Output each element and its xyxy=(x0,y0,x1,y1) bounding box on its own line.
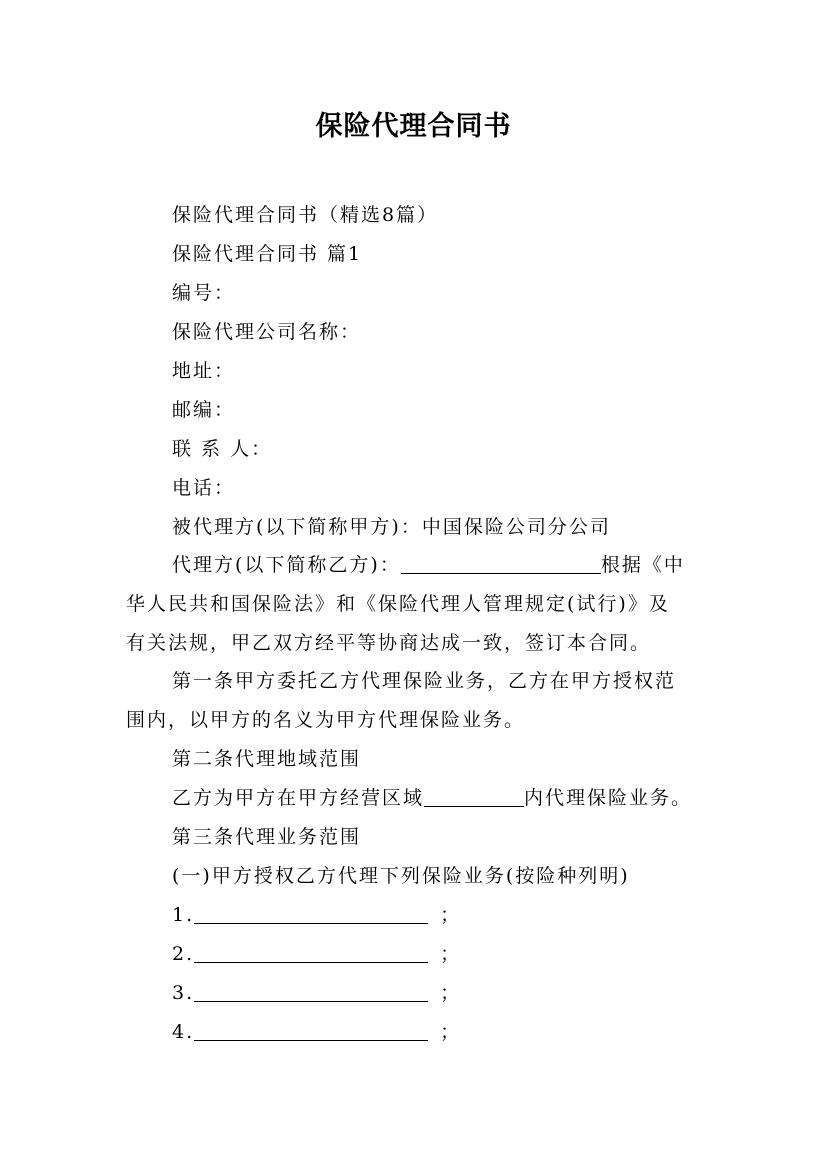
item-end: ； xyxy=(440,904,462,926)
document-title: 保险代理合同书 xyxy=(315,111,512,142)
article-1-line: 围内，以甲方的名义为甲方代理保险业务。 xyxy=(126,709,526,731)
field-postcode: 邮编： xyxy=(172,399,236,421)
article-2-suffix: 内代理保险业务。 xyxy=(524,787,693,809)
party-b-prefix: 代理方(以下简称乙方)： xyxy=(172,554,401,576)
article-2-title: 第二条代理地域范围 xyxy=(172,748,362,770)
list-item xyxy=(172,978,772,1005)
paragraph-line: 华人民共和国保险法》和《保险代理人管理规定(试行)》及 xyxy=(126,593,670,615)
item-number: 4. xyxy=(172,1021,195,1043)
subtitle-line: 保险代理合同书（精选8篇） xyxy=(172,204,439,226)
article-3-subsection: (一)甲方授权乙方代理下列保险业务(按险种列明) xyxy=(172,865,630,887)
list-item xyxy=(172,1017,772,1044)
article-2-prefix: 乙方为甲方在甲方经营区域 xyxy=(172,787,425,809)
item-end: ； xyxy=(440,943,462,965)
party-a-line: 被代理方(以下简称甲方)：中国保险公司分公司 xyxy=(172,516,611,538)
item-blank xyxy=(194,983,428,1002)
list-item xyxy=(172,939,772,966)
party-b-suffix: 根据《中 xyxy=(600,554,685,576)
item-blank xyxy=(194,1022,428,1041)
article-1-line: 第一条甲方委托乙方代理保险业务，乙方在甲方授权范 xyxy=(172,670,677,692)
item-blank xyxy=(194,905,428,924)
article-2-text xyxy=(172,783,772,810)
party-b-line xyxy=(172,550,772,577)
chapter-heading: 保险代理合同书 篇1 xyxy=(172,243,363,265)
party-b-blank xyxy=(401,555,601,574)
article-3-title: 第三条代理业务范围 xyxy=(172,826,362,848)
list-item xyxy=(172,900,772,927)
item-end: ； xyxy=(440,982,462,1004)
paragraph-line: 有关法规，甲乙双方经平等协商达成一致，签订本合同。 xyxy=(126,632,652,654)
region-blank xyxy=(424,788,524,807)
field-number: 编号： xyxy=(172,282,236,304)
item-number: 1. xyxy=(172,904,195,926)
field-company-name: 保险代理公司名称： xyxy=(172,321,362,343)
field-address: 地址： xyxy=(172,360,236,382)
item-number: 3. xyxy=(172,982,195,1004)
item-end: ； xyxy=(440,1021,462,1043)
item-blank xyxy=(194,944,428,963)
field-phone: 电话： xyxy=(172,477,236,499)
field-contact: 联 系 人： xyxy=(172,438,273,460)
item-number: 2. xyxy=(172,943,195,965)
